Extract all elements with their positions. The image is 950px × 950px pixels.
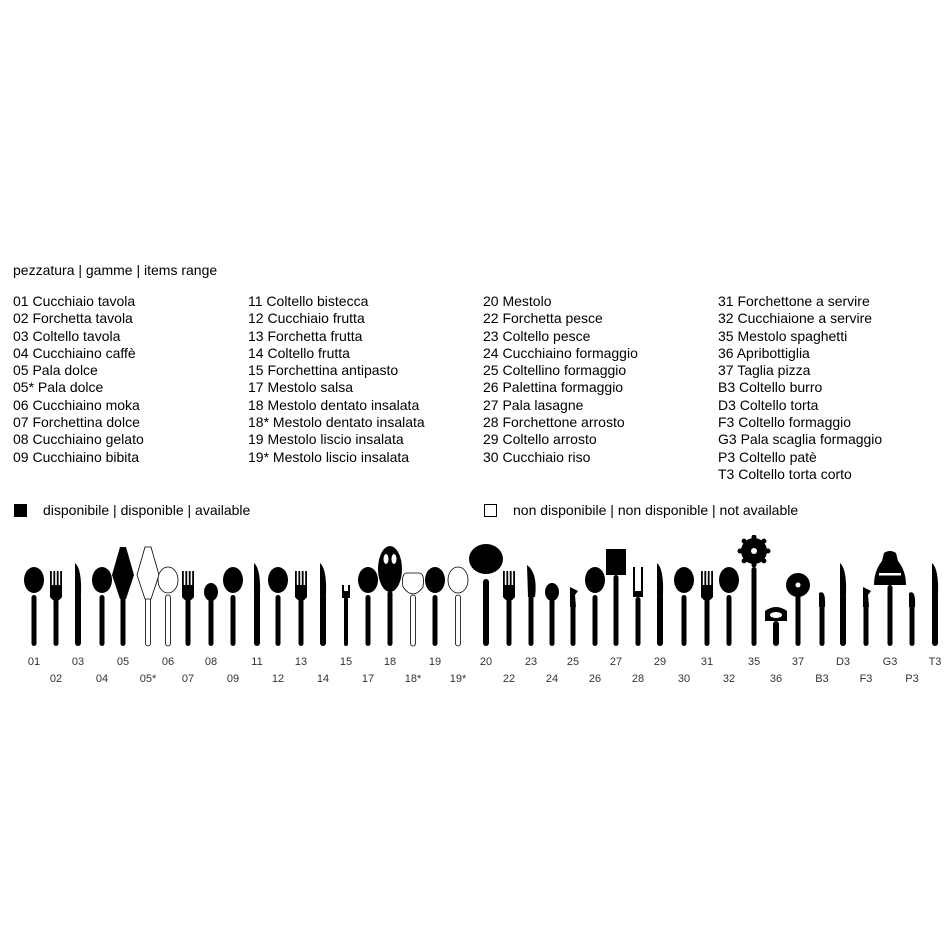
range-heading: pezzatura | gamme | items range xyxy=(13,262,218,278)
item-entry: 07 Forchettina dolce xyxy=(13,414,140,431)
cutlery-code-label: 12 xyxy=(271,673,285,685)
item-entry: 14 Coltello frutta xyxy=(248,344,350,361)
cutlery-item-27 xyxy=(606,549,626,646)
item-entry: 02 Forchetta tavola xyxy=(13,310,133,327)
item-entry: 22 Forchetta pesce xyxy=(483,310,603,327)
cutlery-code-label: 28 xyxy=(631,673,645,685)
item-entry: 19* Mestolo liscio insalata xyxy=(248,448,410,465)
cutlery-item-T3 xyxy=(932,563,938,646)
cutlery-item-37 xyxy=(786,573,810,646)
cutlery-item-22 xyxy=(503,571,515,646)
item-entry: 37 Taglia pizza xyxy=(718,362,811,379)
cutlery-code-label: T3 xyxy=(928,656,942,668)
cutlery-item-P3 xyxy=(909,592,915,646)
cutlery-item-03 xyxy=(75,563,81,646)
cutlery-code-label: 15 xyxy=(339,656,353,668)
cutlery-item-07 xyxy=(182,571,194,646)
cutlery-code-label: B3 xyxy=(815,673,829,685)
cutlery-item-32 xyxy=(719,567,739,646)
legend-available xyxy=(14,502,250,519)
cutlery-item-05 xyxy=(112,547,134,646)
cutlery-code-label: 25 xyxy=(566,656,580,668)
item-entry: 09 Cucchiaino bibita xyxy=(13,448,140,465)
cutlery-code-label: 27 xyxy=(609,656,623,668)
cutlery-code-label: P3 xyxy=(905,673,919,685)
cutlery-item-19 xyxy=(425,567,445,646)
cutlery-code-label: 05 xyxy=(116,656,130,668)
item-entry: P3 Coltello patè xyxy=(718,448,817,465)
cutlery-code-label: 05* xyxy=(139,673,157,685)
cutlery-item-35 xyxy=(738,535,771,646)
cutlery-item-31 xyxy=(701,571,713,646)
item-entry: 24 Cucchiaino formaggio xyxy=(483,344,638,361)
item-entry: 04 Cucchiaino caffè xyxy=(13,344,136,361)
item-entry: 03 Coltello tavola xyxy=(13,327,121,344)
cutlery-code-label: 35 xyxy=(747,656,761,668)
cutlery-code-label: 19 xyxy=(428,656,442,668)
cutlery-code-label: 23 xyxy=(524,656,538,668)
cutlery-item-13 xyxy=(295,571,307,646)
cutlery-code-label: 01 xyxy=(27,656,41,668)
item-entry: 19 Mestolo liscio insalata xyxy=(248,431,404,448)
item-entry: 05 Pala dolce xyxy=(13,362,98,379)
cutlery-item-G3 xyxy=(874,551,906,646)
item-entry: 30 Cucchiaio riso xyxy=(483,448,591,465)
cutlery-item-05-star xyxy=(137,547,159,646)
item-entry: D3 Coltello torta xyxy=(718,396,819,413)
legend-not-available-label: non disponibile | non disponible | not available xyxy=(513,502,799,518)
cutlery-code-label: F3 xyxy=(859,673,873,685)
cutlery-code-label: 26 xyxy=(588,673,602,685)
cutlery-item-11 xyxy=(254,563,260,646)
cutlery-code-label: 24 xyxy=(545,673,559,685)
item-entry: 28 Forchettone arrosto xyxy=(483,414,625,431)
cutlery-code-label: D3 xyxy=(835,656,851,668)
cutlery-code-label: 18* xyxy=(404,673,422,685)
item-entry: 18 Mestolo dentato insalata xyxy=(248,396,420,413)
item-entry: 15 Forchettina antipasto xyxy=(248,362,399,379)
cutlery-code-label: 03 xyxy=(71,656,85,668)
cutlery-code-label: 30 xyxy=(677,673,691,685)
cutlery-item-F3 xyxy=(863,587,871,646)
cutlery-item-01 xyxy=(24,567,44,646)
item-entry: 36 Apribottiglia xyxy=(718,344,810,361)
item-entry: 13 Forchetta frutta xyxy=(248,327,363,344)
cutlery-item-02 xyxy=(50,571,62,646)
cutlery-item-29 xyxy=(657,563,663,646)
cutlery-item-D3 xyxy=(840,563,846,646)
item-entry: F3 Coltello formaggio xyxy=(718,414,852,431)
filled-square-icon xyxy=(14,504,27,517)
item-entry: B3 Coltello burro xyxy=(718,379,823,396)
cutlery-item-04 xyxy=(92,567,112,646)
item-entry: 23 Coltello pesce xyxy=(483,327,591,344)
item-entry: 27 Pala lasagne xyxy=(483,396,584,413)
item-entry: 25 Coltellino formaggio xyxy=(483,362,627,379)
cutlery-code-label: 29 xyxy=(653,656,667,668)
cutlery-code-label: 04 xyxy=(95,673,109,685)
cutlery-item-09 xyxy=(223,567,243,646)
item-entry: 08 Cucchiaino gelato xyxy=(13,431,144,448)
cutlery-item-15 xyxy=(342,585,350,646)
cutlery-code-label: 02 xyxy=(49,673,63,685)
item-entry: 18* Mestolo dentato insalata xyxy=(248,414,425,431)
cutlery-item-08 xyxy=(204,583,218,646)
cutlery-code-label: 09 xyxy=(226,673,240,685)
cutlery-item-06 xyxy=(158,567,178,646)
items-column-1 xyxy=(13,293,144,466)
items-column-3 xyxy=(483,293,638,466)
item-entry: G3 Pala scaglia formaggio xyxy=(718,431,883,448)
cutlery-item-12 xyxy=(268,567,288,646)
cutlery-code-label: 31 xyxy=(700,656,714,668)
cutlery-code-label: 36 xyxy=(769,673,783,685)
cutlery-lineup xyxy=(0,535,950,685)
cutlery-code-label: 22 xyxy=(502,673,516,685)
item-entry: 05* Pala dolce xyxy=(13,379,104,396)
item-entry: T3 Coltello torta corto xyxy=(718,465,852,482)
cutlery-code-label: 08 xyxy=(204,656,218,668)
item-entry: 11 Coltello bistecca xyxy=(248,293,369,309)
cutlery-code-label: 11 xyxy=(251,656,263,668)
item-entry: 29 Coltello arrosto xyxy=(483,431,597,448)
item-entry: 06 Cucchiaino moka xyxy=(13,396,140,413)
cutlery-item-24 xyxy=(545,583,559,646)
cutlery-item-36 xyxy=(765,607,787,646)
cutlery-item-B3 xyxy=(819,592,825,646)
cutlery-code-label: 06 xyxy=(161,656,175,668)
item-entry: 01 Cucchiaio tavola xyxy=(13,293,136,309)
cutlery-code-label: 37 xyxy=(791,656,805,668)
cutlery-item-19-star xyxy=(448,567,468,646)
cutlery-item-14 xyxy=(320,563,326,646)
items-column-2 xyxy=(248,293,425,466)
empty-square-icon xyxy=(484,504,497,517)
cutlery-item-20 xyxy=(469,544,503,646)
cutlery-item-18 xyxy=(378,546,402,646)
cutlery-item-23 xyxy=(527,565,536,646)
item-entry: 17 Mestolo salsa xyxy=(248,379,354,396)
cutlery-code-label: 14 xyxy=(316,673,330,685)
item-entry: 31 Forchettone a servire xyxy=(718,293,870,309)
item-entry: 35 Mestolo spaghetti xyxy=(718,327,848,344)
cutlery-code-label: 07 xyxy=(181,673,195,685)
cutlery-code-label: 20 xyxy=(479,656,493,668)
item-entry: 26 Palettina formaggio xyxy=(483,379,624,396)
item-entry: 20 Mestolo xyxy=(483,293,552,309)
cutlery-item-30 xyxy=(674,567,694,646)
legend-not-available xyxy=(484,502,798,519)
cutlery-code-label: G3 xyxy=(882,656,898,668)
cutlery-item-18-star xyxy=(403,573,424,646)
item-entry: 12 Cucchiaio frutta xyxy=(248,310,365,327)
cutlery-code-label: 13 xyxy=(294,656,308,668)
item-entry: 32 Cucchiaione a servire xyxy=(718,310,873,327)
cutlery-code-label: 19* xyxy=(449,673,467,685)
cutlery-item-25 xyxy=(570,587,578,646)
cutlery-item-17 xyxy=(358,567,378,646)
legend-available-label: disponibile | disponible | available xyxy=(43,502,251,518)
cutlery-code-label: 32 xyxy=(722,673,736,685)
cutlery-code-label: 17 xyxy=(361,673,375,685)
cutlery-item-28 xyxy=(633,567,643,646)
items-column-4 xyxy=(718,293,882,483)
cutlery-code-label: 18 xyxy=(383,656,397,668)
cutlery-item-26 xyxy=(585,567,605,646)
